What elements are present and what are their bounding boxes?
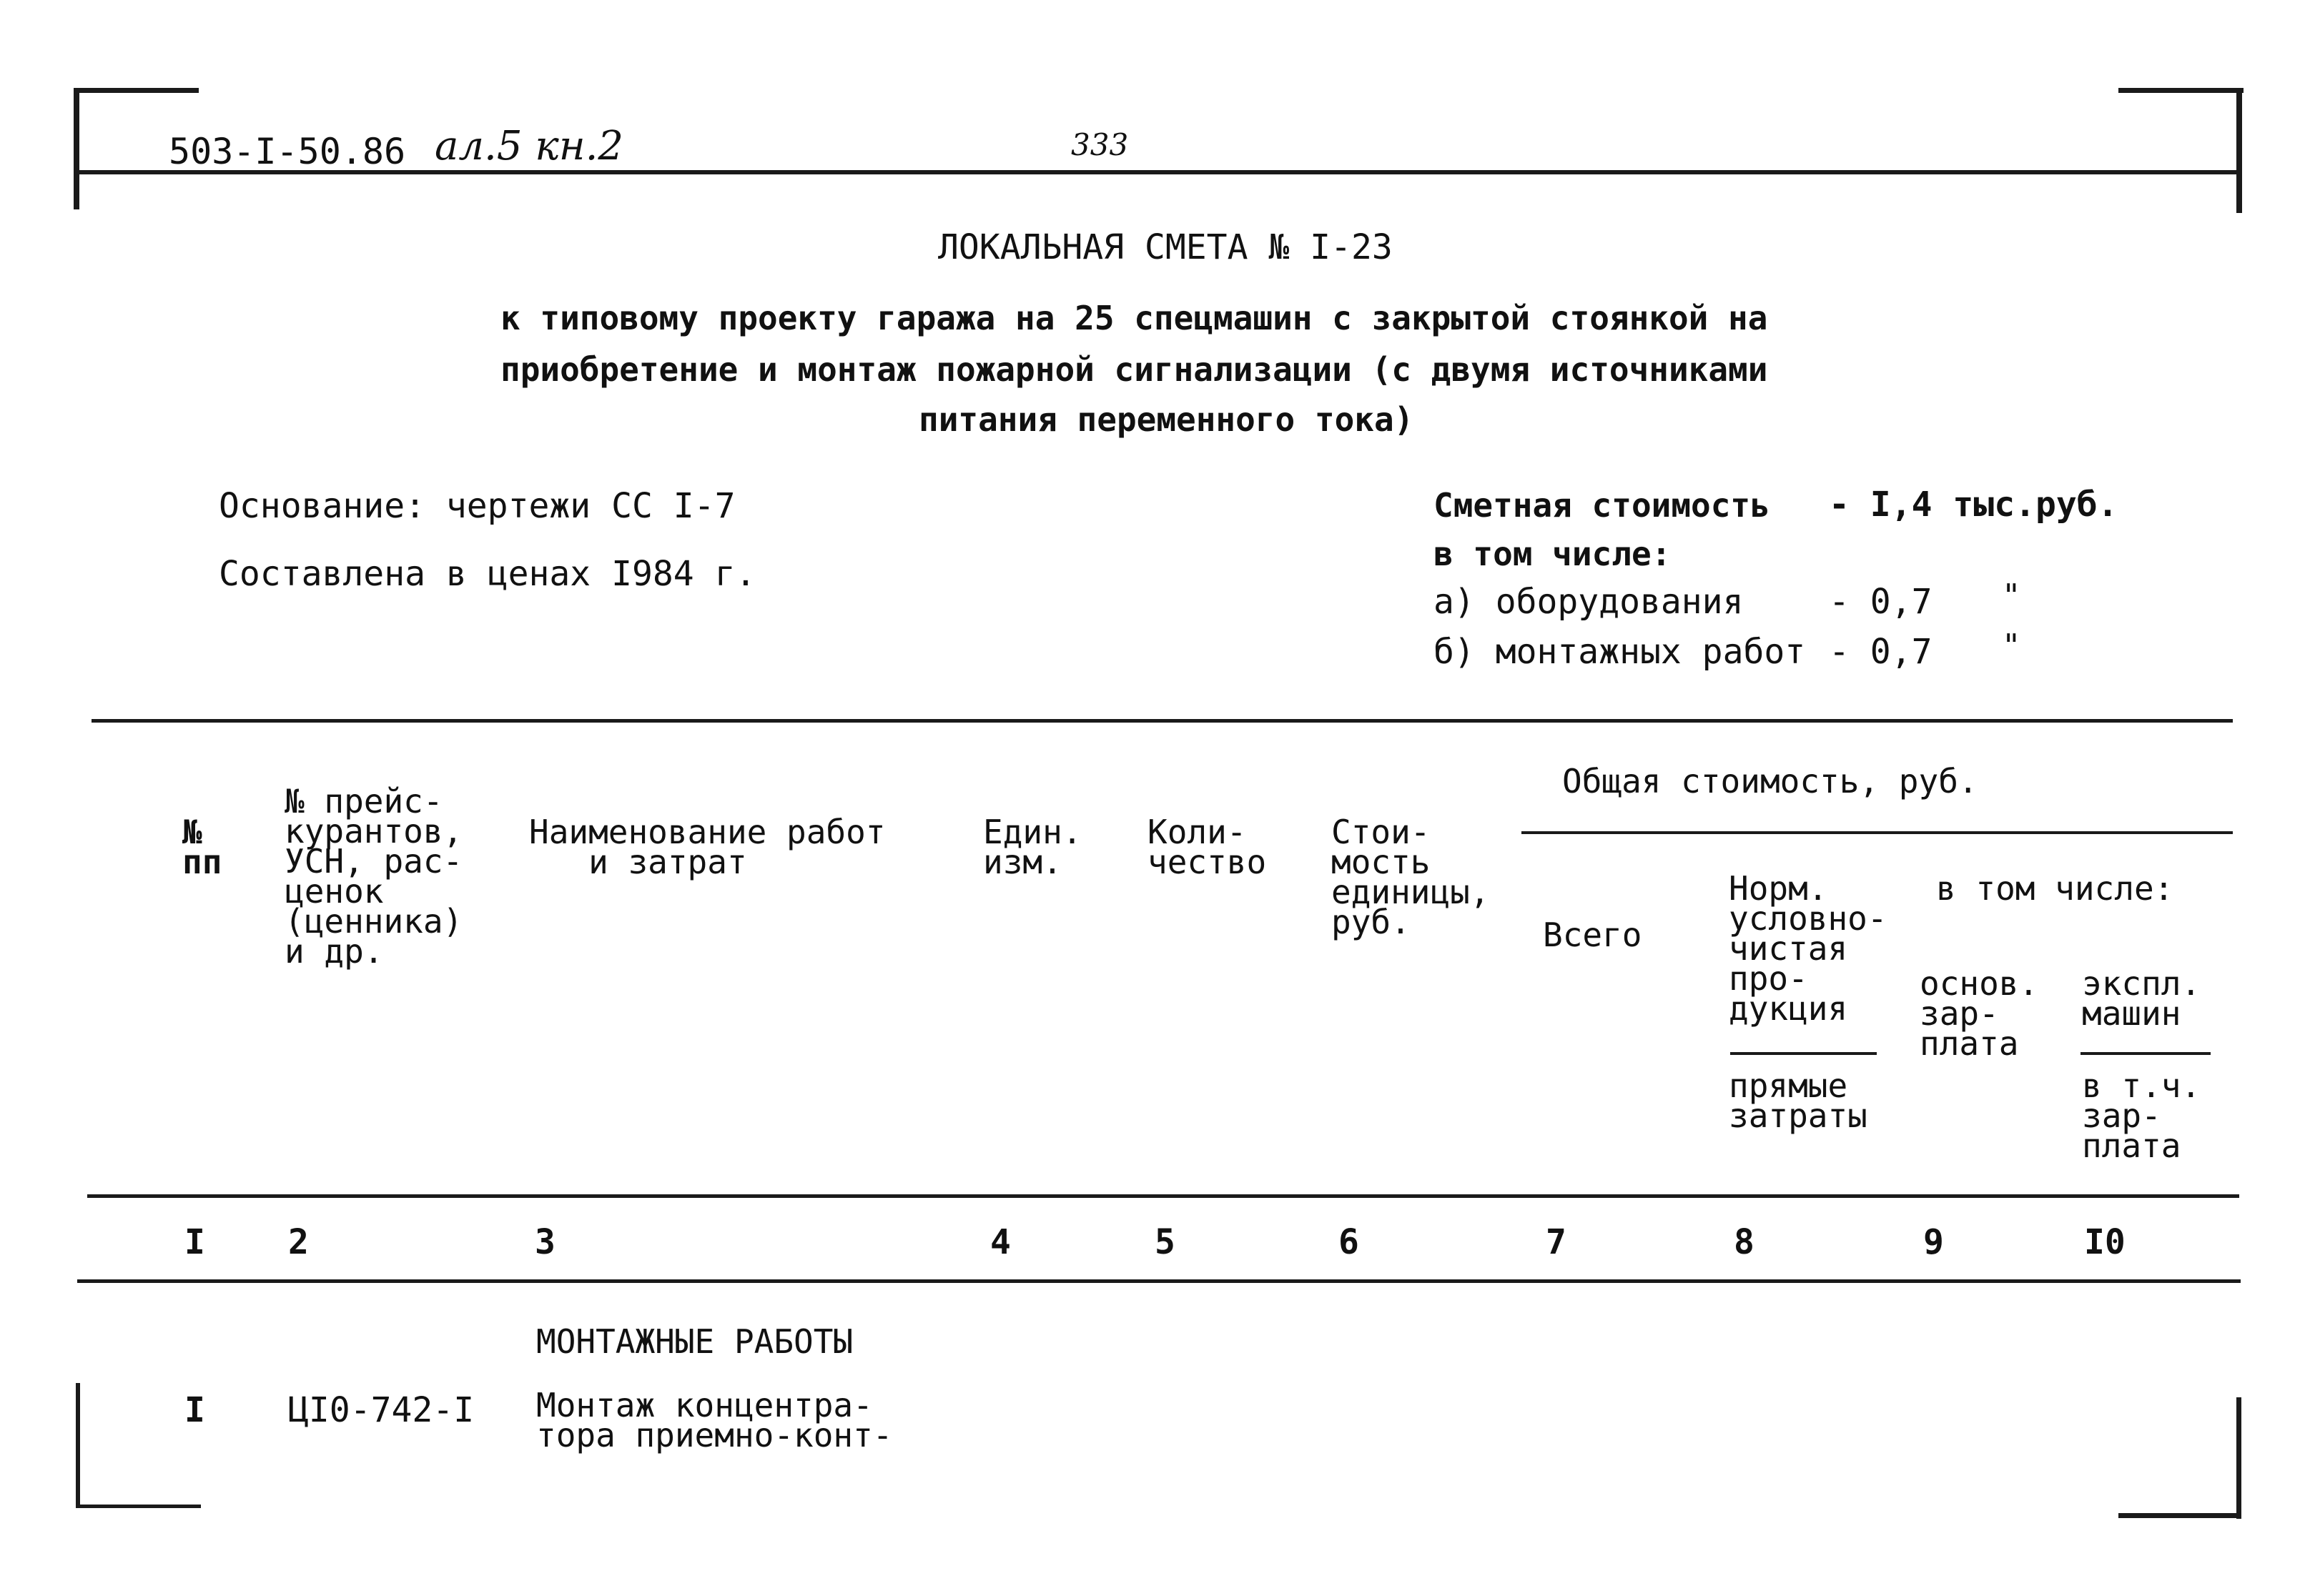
installation-label: б) монтажных работ — [1433, 632, 1806, 672]
header-col-pricelist: № прейс- курантов, УСН, рас- ценок (ценника) и др. — [285, 782, 463, 971]
header-col-unit: Един. изм. — [983, 813, 1082, 881]
row-1-code: ЦI0-742-I — [288, 1390, 475, 1430]
column-number-4: 4 — [990, 1222, 1011, 1262]
header-col-base-salary: основ. зар- плата — [1920, 964, 2039, 1063]
equipment-label: а) оборудования — [1433, 582, 1744, 622]
row-1-number: I — [184, 1390, 205, 1430]
album-handwritten: ал.5 кн.2 — [435, 123, 624, 169]
header-col-norm-product: Норм. условно- чистая про- дукция — [1729, 869, 1887, 1028]
frame-bottom-right-vertical — [2236, 1397, 2241, 1519]
estimate-title: ЛОКАЛЬНАЯ СМЕТА № I-23 — [938, 227, 1393, 267]
frame-top-right-stroke — [2118, 88, 2244, 93]
table-top-rule — [92, 719, 2233, 723]
frame-right-stroke — [2236, 88, 2242, 213]
col8-divider — [1730, 1052, 1877, 1055]
column-number-7: 7 — [1546, 1222, 1566, 1262]
header-col-quantity: Коли- чество — [1147, 813, 1267, 881]
header-col-name: Наименование работ и затрат — [529, 813, 886, 881]
frame-bottom-right-horizontal — [2118, 1513, 2241, 1518]
header-col-machines: экспл. машин — [2082, 964, 2201, 1033]
frame-bottom-left-vertical — [76, 1383, 80, 1508]
total-group-rule — [1521, 831, 2233, 834]
cost-value: - I,4 тыс.руб. — [1829, 485, 2118, 525]
header-col-direct-costs: прямые затраты — [1729, 1066, 1867, 1135]
column-number-1: I — [184, 1222, 205, 1262]
page-number: 333 — [1071, 127, 1129, 162]
estimate-subtitle-1: к типовому проекту гаража на 25 спецмашин с закрытой стоянкой на — [500, 299, 1768, 337]
equipment-ditto-mark: " — [2002, 578, 2021, 614]
estimate-subtitle-3: питания переменного тока) — [919, 400, 1414, 439]
installation-ditto-mark: " — [2002, 628, 2021, 664]
column-number-6: 6 — [1338, 1222, 1359, 1262]
column-number-3: 3 — [535, 1222, 556, 1262]
numbers-bottom-rule — [77, 1279, 2241, 1283]
header-col-total: Всего — [1543, 916, 1642, 954]
prices-text: Составлена в ценах I984 г. — [219, 554, 756, 594]
section-title: МОНТАЖНЫЕ РАБОТЫ — [536, 1322, 854, 1361]
header-col-unit-cost: Стои- мость единицы, руб. — [1331, 813, 1490, 941]
header-bottom-rule — [87, 1194, 2239, 1198]
equipment-value: - 0,7 — [1829, 582, 1933, 622]
including-label: в том числе: — [1433, 535, 1672, 573]
cost-label: Сметная стоимость — [1433, 486, 1770, 525]
column-number-8: 8 — [1734, 1222, 1754, 1262]
frame-bottom-left-horizontal — [76, 1505, 201, 1508]
header-incl-group: в том числе: — [1936, 869, 2174, 908]
column-number-5: 5 — [1155, 1222, 1175, 1262]
frame-left-stroke — [74, 88, 79, 209]
column-number-9: 9 — [1923, 1222, 1944, 1262]
installation-value: - 0,7 — [1829, 632, 1933, 672]
estimate-subtitle-2: приобретение и монтаж пожарной сигнализации (с двумя источниками — [500, 350, 1768, 389]
column-number-10: I0 — [2084, 1222, 2126, 1262]
row-1-name: Монтаж концентра- тора приемно-конт- — [536, 1386, 893, 1454]
header-col-number: № пп — [182, 813, 222, 881]
column-number-2: 2 — [288, 1222, 309, 1262]
document-code: 503-I-50.86 — [169, 131, 406, 172]
header-total-group: Общая стоимость, руб. — [1562, 762, 1978, 801]
col10-divider — [2081, 1052, 2211, 1055]
basis-text: Основание: чертежи СС I-7 — [219, 486, 736, 526]
frame-top-left-stroke — [74, 88, 199, 93]
header-col-machine-salary: в т.ч. зар- плата — [2082, 1066, 2201, 1165]
